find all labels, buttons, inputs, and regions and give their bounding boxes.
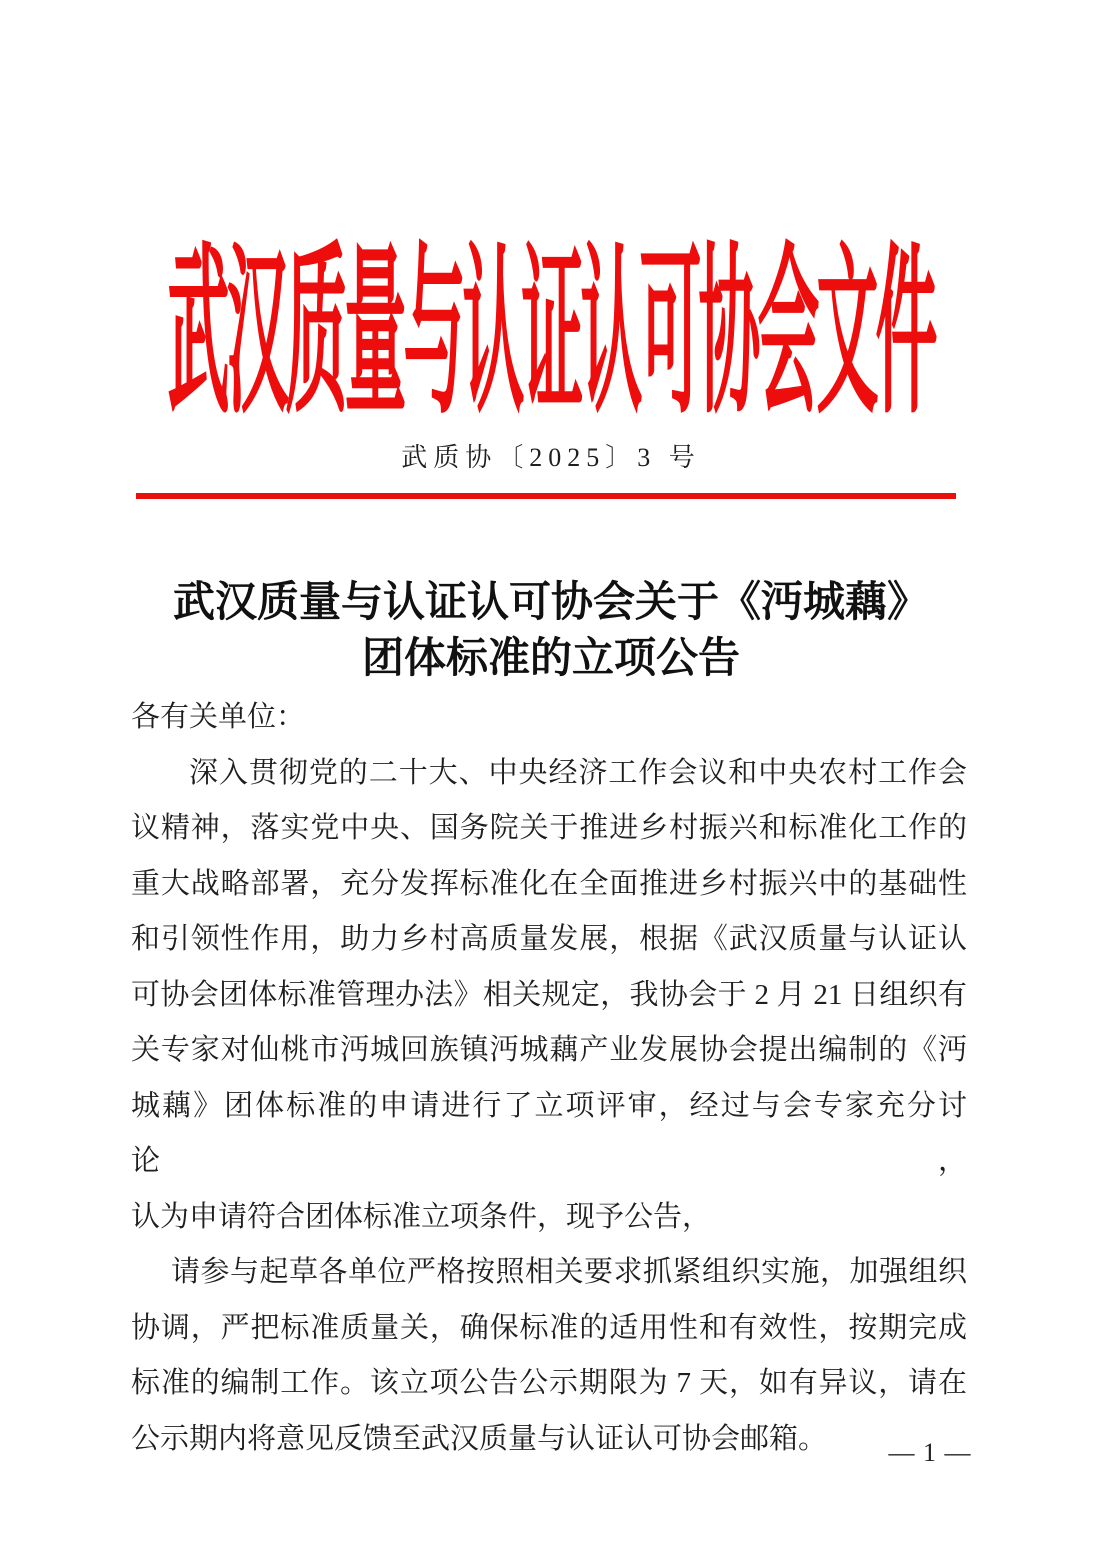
body-line: 公示期内将意见反馈至武汉质量与认证认可协会邮箱。 xyxy=(131,1422,828,1455)
body-line: 深入贯彻党的二十大、中央经济工作会议和中央农村工作会 xyxy=(189,756,967,789)
body-line: 重大战略部署，充分发挥标准化在全面推进乡村振兴中的基础性 xyxy=(131,867,967,900)
announcement-title xyxy=(0,574,1102,686)
body-line: 可协会团体标准管理办法》相关规定，我协会于 2 月 21 日组织有 xyxy=(131,978,967,1011)
document-number: 武质协〔2025〕3 号 xyxy=(401,443,701,472)
body-line: 关专家对仙桃市沔城回族镇沔城藕产业发展协会提出编制的《沔 xyxy=(131,1034,967,1066)
document-masthead xyxy=(0,186,1102,437)
masthead-title: 武汉质量与认证认可协会文件 xyxy=(167,236,935,437)
body-line: 请参与起草各单位严格按照相关要求抓紧组织实施，加强组织 xyxy=(171,1256,967,1288)
body-line: 认为申请符合团体标准立项条件，现予公告， xyxy=(131,1200,712,1233)
red-divider-line xyxy=(136,493,956,499)
body-line: 协调，严把标准质量关，确保标准的适用性和有效性，按期完成 xyxy=(131,1311,967,1344)
salutation-line: 各有关单位： xyxy=(131,701,306,733)
body-line: 城藕》团体标准的申请进行了立项评审，经过与会专家充分讨论， xyxy=(131,1089,967,1177)
document-body xyxy=(131,690,967,1467)
body-line: 议精神，落实党中央、国务院关于推进乡村振兴和标准化工作的 xyxy=(131,812,967,844)
body-line: 标准的编制工作。该立项公告公示期限为 7 天，如有异议，请在 xyxy=(131,1367,967,1399)
announcement-title-line2: 团体标准的立项公告 xyxy=(361,633,740,682)
announcement-title-line1: 武汉质量与认证认可协会关于《沔城藕》 xyxy=(172,577,929,626)
page-number: — 1 — xyxy=(888,1438,972,1467)
body-line: 和引领性作用，助力乡村高质量发展，根据《武汉质量与认证认 xyxy=(131,923,967,955)
